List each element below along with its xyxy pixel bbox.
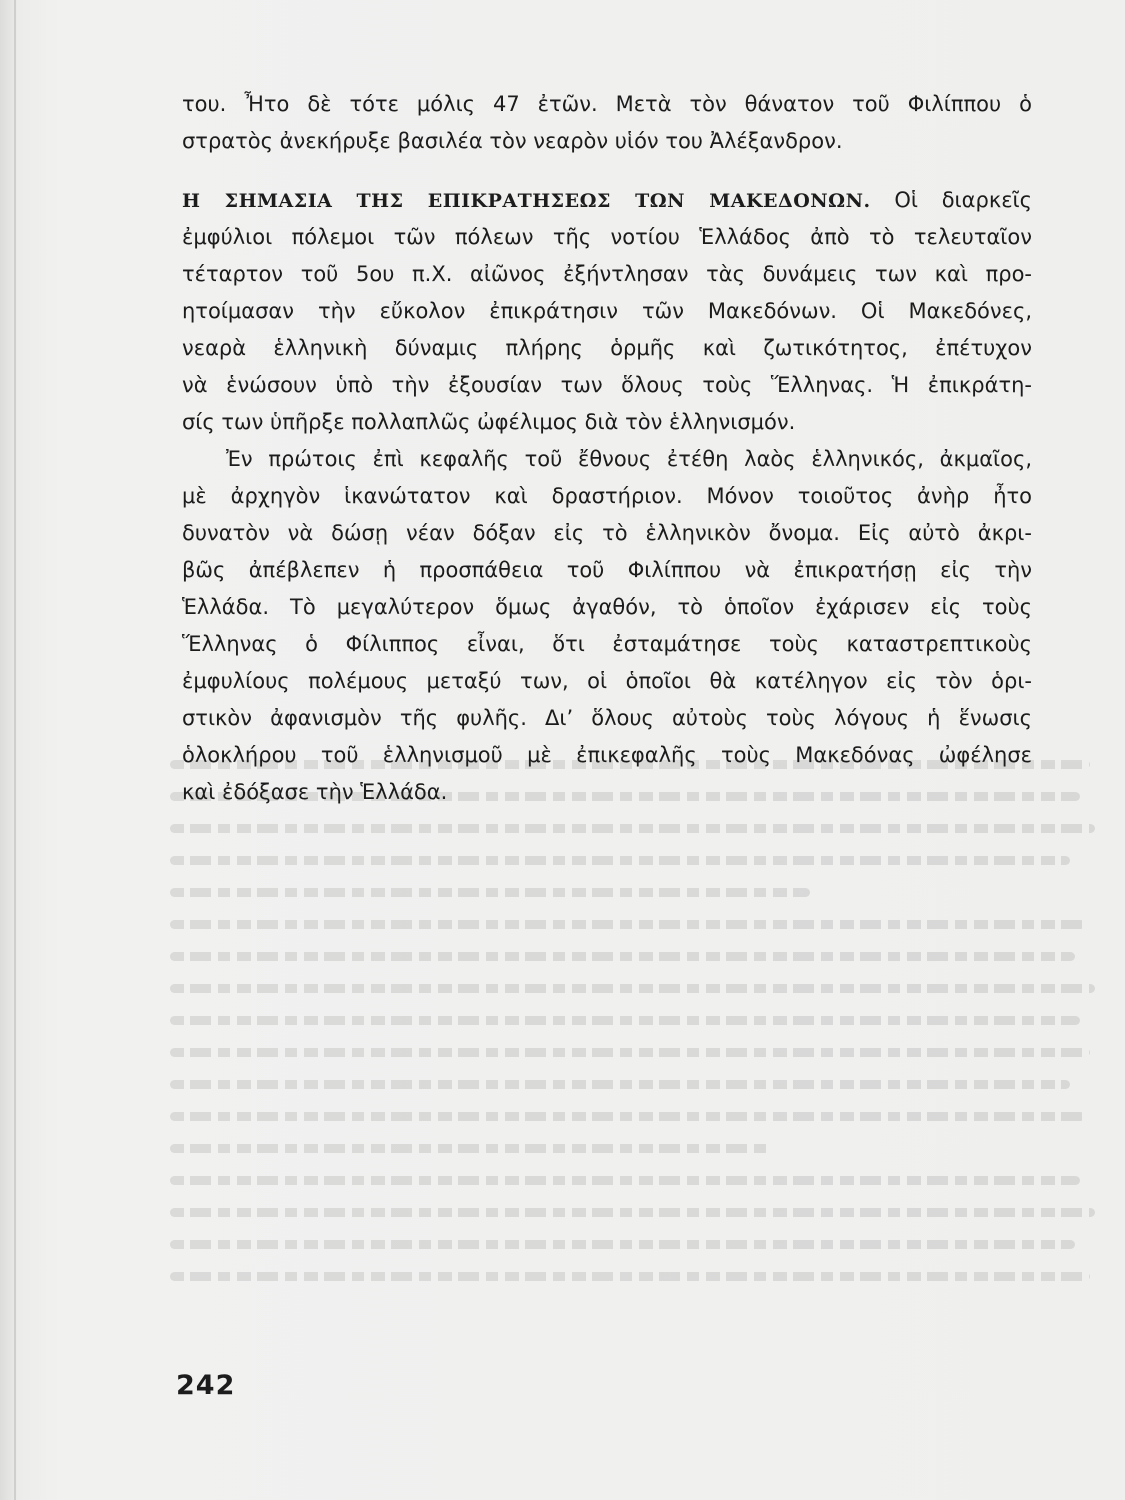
section-heading: Η ΣΗΜΑΣΙΑ ΤΗΣ ΕΠΙΚΡΑΤΗΣΕΩΣ ΤΩΝ ΜΑΚΕΔΟΝΩΝ. [182, 190, 871, 212]
show-through-line [170, 888, 810, 897]
text-line: νεαρὰ ἑλληνικὴ δύναμις πλήρης ὁρμῆς καὶ ζωτικότητος, ἐπέτυχον [182, 336, 1032, 360]
text-line: ητοίμασαν τὴν εὔκολον ἐπικράτησιν τῶν Μακεδόνων. Οἱ Μακεδόνες, [182, 299, 1032, 323]
show-through-line [170, 1272, 1090, 1281]
text-line: ὁλοκλήρου τοῦ ἑλληνισμοῦ μὲ ἐπικεφαλῆς τοὺς Μακεδόνας ὠφέλησε [182, 743, 1032, 767]
show-through-line [170, 984, 1095, 993]
text-fragment: Οἱ διαρκεῖς [894, 188, 1032, 212]
text-line: μὲ ἀρχηγὸν ἱκανώτατον καὶ δραστήριον. Μόνον τοιοῦτος ἀνὴρ ἦτο [182, 484, 1032, 508]
show-through-line [170, 856, 1070, 865]
show-through-line [170, 824, 1095, 833]
show-through-line [170, 952, 1075, 961]
page-number: 242 [176, 1370, 236, 1401]
show-through-line [170, 1048, 1090, 1057]
text-line: ἐμφύλιοι πόλεμοι τῶν πόλεων τῆς νοτίου Ἑλλάδος ἀπὸ τὸ τελευταῖον [182, 225, 1032, 249]
body-text [182, 86, 1032, 811]
show-through-line [170, 1176, 1080, 1185]
text-line: Ἑλλάδα. Τὸ μεγαλύτερον ὅμως ἀγαθόν, τὸ ὁποῖον ἐχάρισεν εἰς τοὺς [182, 595, 1032, 619]
text-line: στικὸν ἀφανισμὸν τῆς φυλῆς. Δι’ ὅλους αὐτοὺς τοὺς λόγους ἡ ἕνωσις [182, 706, 1032, 730]
show-through-line [170, 1144, 770, 1153]
text-line: σίς των ὑπῆρξε πολλαπλῶς ὠφέλιμος διὰ τὸν ἑλληνισμόν. [182, 410, 796, 434]
page-edge-shadow [14, 0, 16, 1500]
show-through-line [170, 1016, 1080, 1025]
text-line: καὶ ἐδόξασε τὴν Ἑλλάδα. [182, 780, 448, 804]
text-line: Ἕλληνας ὁ Φίλιππος εἶναι, ὅτι ἐσταμάτησε τοὺς καταστρεπτικοὺς [182, 632, 1032, 656]
show-through-line [170, 1240, 1075, 1249]
show-through-line [170, 920, 1085, 929]
text-line: του. Ἦτο δὲ τότε μόλις 47 ἐτῶν. Μετὰ τὸν θάνατον τοῦ Φιλίππου ὁ [182, 92, 1032, 116]
section-heading-line [182, 182, 1032, 219]
show-through-line [170, 1080, 1070, 1089]
text-line: ἐμφυλίους πολέμους μεταξύ των, οἱ ὁποῖοι θὰ κατέληγον εἰς τὸν ὁρι- [182, 669, 1032, 693]
reverse-side-show-through [170, 760, 1100, 1400]
text-line: δυνατὸν νὰ δώσῃ νέαν δόξαν εἰς τὸ ἑλληνικὸν ὄνομα. Εἰς αὐτὸ ἀκρι- [182, 521, 1032, 545]
text-line: βῶς ἀπέβλεπεν ἡ προσπάθεια τοῦ Φιλίππου νὰ ἐπικρατήσῃ εἰς τὴν [182, 558, 1032, 582]
text-line: τέταρτον τοῦ 5ου π.Χ. αἰῶνος ἐξήντλησαν τὰς δυνάμεις των καὶ προ- [182, 262, 1032, 286]
show-through-line [170, 1112, 1085, 1121]
text-line: νὰ ἑνώσουν ὑπὸ τὴν ἐξουσίαν των ὅλους τοὺς Ἕλληνας. Ἡ ἐπικράτη- [182, 373, 1032, 397]
text-line: στρατὸς ἀνεκήρυξε βασιλέα τὸν νεαρὸν υἱόν του Ἀλέξανδρον. [182, 129, 843, 153]
show-through-line [170, 1208, 1095, 1217]
text-line: Ἐν πρώτοις ἐπὶ κεφαλῆς τοῦ ἔθνους ἐτέθη λαὸς ἑλληνικός, ἀκμαῖος, [226, 447, 1032, 471]
